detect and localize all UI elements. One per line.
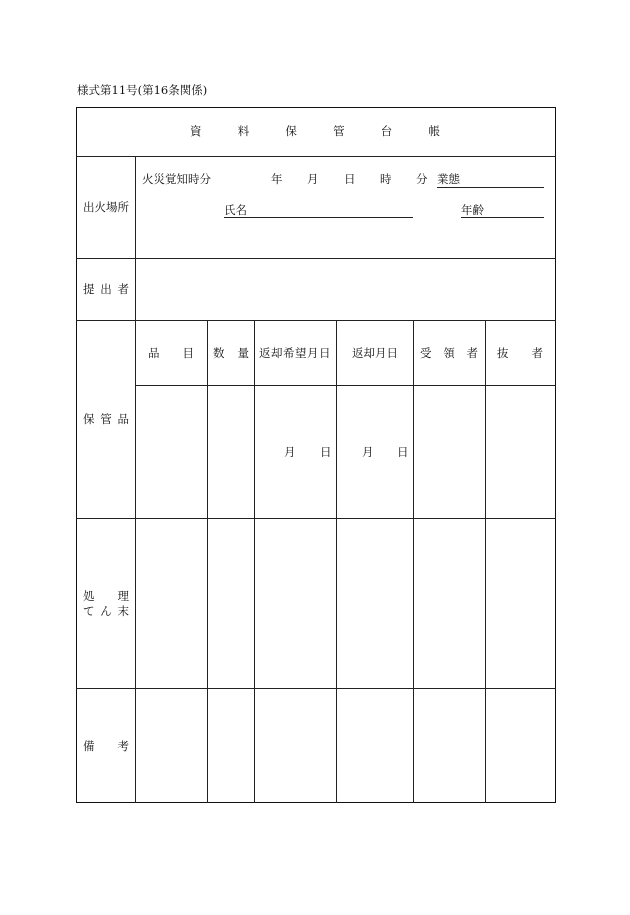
title-char: 台 <box>380 124 393 138</box>
name-field[interactable] <box>224 217 413 218</box>
row-divider <box>76 320 556 321</box>
column-divider <box>254 320 255 803</box>
fire-location-label: 出火場所 <box>83 200 129 214</box>
date-unit-month: 月 <box>307 172 319 186</box>
date-unit-year: 年 <box>271 172 283 186</box>
header-return-wish-date: 返却希望月日 <box>259 346 331 360</box>
column-divider <box>207 320 208 803</box>
row-divider <box>76 258 556 259</box>
column-divider <box>485 320 486 803</box>
column-divider <box>135 156 136 803</box>
title-char: 管 <box>333 124 345 138</box>
return-wish-month-unit: 月 <box>284 445 296 459</box>
business-type-field[interactable] <box>437 187 544 188</box>
row-divider <box>136 385 556 386</box>
fire-detection-label: 火災覚知時分 <box>142 172 211 186</box>
time-unit-hour: 時 <box>380 172 392 186</box>
title-char: 料 <box>237 124 250 138</box>
time-unit-minute: 分 <box>416 172 428 186</box>
date-unit-day: 日 <box>344 172 356 186</box>
column-divider <box>336 320 337 803</box>
header-extractor: 抜 者 <box>497 346 543 360</box>
form-caption: 様式第11号(第16条関係) <box>77 83 208 97</box>
header-return-date: 返却月日 <box>352 346 398 360</box>
title-char: 保 <box>285 124 297 138</box>
title-char: 帳 <box>428 124 440 138</box>
stored-items-label: 保 管 品 <box>83 412 129 426</box>
column-divider <box>413 320 414 803</box>
row-divider <box>76 518 556 519</box>
disposal-label-line1: 処 理 <box>83 589 129 603</box>
return-month-unit: 月 <box>362 445 374 459</box>
age-field[interactable] <box>461 217 544 218</box>
age-label: 年齢 <box>461 203 484 217</box>
disposal-label-line2: て ん 末 <box>83 604 129 618</box>
return-day-unit: 日 <box>397 445 409 459</box>
title-char: 資 <box>190 124 202 138</box>
form-title <box>190 126 440 138</box>
business-type-label: 業態 <box>437 172 460 186</box>
row-divider <box>76 156 556 157</box>
header-quantity: 数 量 <box>213 346 249 360</box>
header-receiver: 受 領 者 <box>420 346 478 360</box>
row-divider <box>76 688 556 689</box>
form-table <box>76 107 556 803</box>
remarks-label: 備 考 <box>83 739 129 753</box>
submitter-label: 提 出 者 <box>83 282 129 296</box>
header-item: 品 目 <box>148 346 194 360</box>
name-label: 氏名 <box>224 203 247 217</box>
return-wish-day-unit: 日 <box>320 445 332 459</box>
